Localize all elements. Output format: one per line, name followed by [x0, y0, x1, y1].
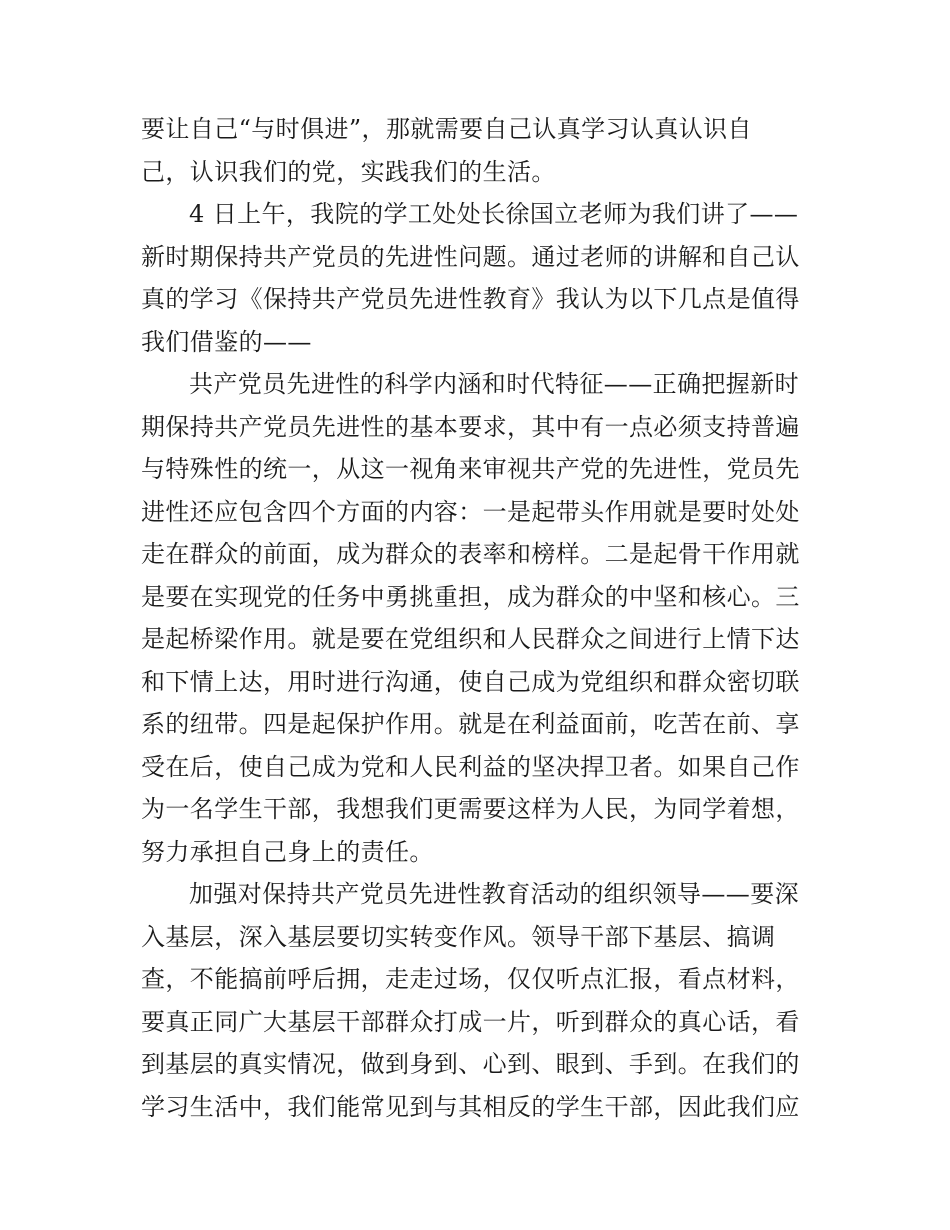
- paragraph-first-line: 加强对保持共产党员先进性教育活动的组织领导——要深: [189, 880, 799, 908]
- text-line: 是要在实现党的任务中勇挑重担，成为群众的中坚和核心。三: [141, 582, 800, 611]
- text-line: 查，不能搞前呼后拥，走走过场，仅仅听点汇报，看点材料，: [141, 965, 800, 993]
- text-line: 受在后，使自己成为党和人民利益的坚决捍卫者。如果自己作: [141, 752, 800, 781]
- text-line: 为一名学生干部，我想我们更需要这样为人民，为同学着想，: [141, 795, 800, 823]
- text-line: 走在群众的前面，成为群众的表率和榜样。二是起骨干作用就: [141, 540, 800, 568]
- text-line: 己，认识我们的党，实践我们的生活。: [141, 157, 556, 186]
- text-line: 学习生活中，我们能常见到与其相反的学生干部，因此我们应: [141, 1092, 800, 1121]
- text-line: 与特殊性的统一，从这一视角来审视共产党的先进性，党员先: [141, 455, 800, 483]
- text-line: 是起桥梁作用。就是要在党组织和人民群众之间进行上情下达: [141, 625, 800, 653]
- text-line: 真的学习《保持共产党员先进性教育》我认为以下几点是值得: [141, 285, 800, 313]
- text-line: 系的纽带。四是起保护作用。就是在利益面前，吃苦在前、享: [141, 710, 800, 738]
- text-line: 进性还应包含四个方面的内容：一是起带头作用就是要时处处: [141, 497, 800, 526]
- text-line: 努力承担自己身上的责任。: [141, 837, 434, 866]
- text-line: 入基层，深入基层要切实转变作风。领导干部下基层、搞调: [141, 922, 776, 951]
- text-line: 到基层的真实情况，做到身到、心到、眼到、手到。在我们的: [141, 1050, 800, 1078]
- text-line: 要让自己“与时俱进”，那就需要自己认真学习认真认识自: [141, 115, 752, 143]
- text-line: 期保持共产党员先进性的基本要求，其中有一点必须支持普遍: [141, 412, 800, 441]
- paragraph-first-line: 4 日上午，我院的学工处处长徐国立老师为我们讲了——: [189, 200, 799, 228]
- paragraph-first-line: 共产党员先进性的科学内涵和时代特征——正确把握新时: [189, 370, 799, 398]
- text-line: 新时期保持共产党员的先进性问题。通过老师的讲解和自己认: [141, 242, 800, 271]
- document-body: [141, 108, 813, 1128]
- text-line: 我们借鉴的——: [141, 327, 312, 356]
- text-line: 要真正同广大基层干部群众打成一片，听到群众的真心话，看: [141, 1007, 800, 1036]
- text-line: 和下情上达，用时进行沟通，使自己成为党组织和群众密切联: [141, 667, 800, 696]
